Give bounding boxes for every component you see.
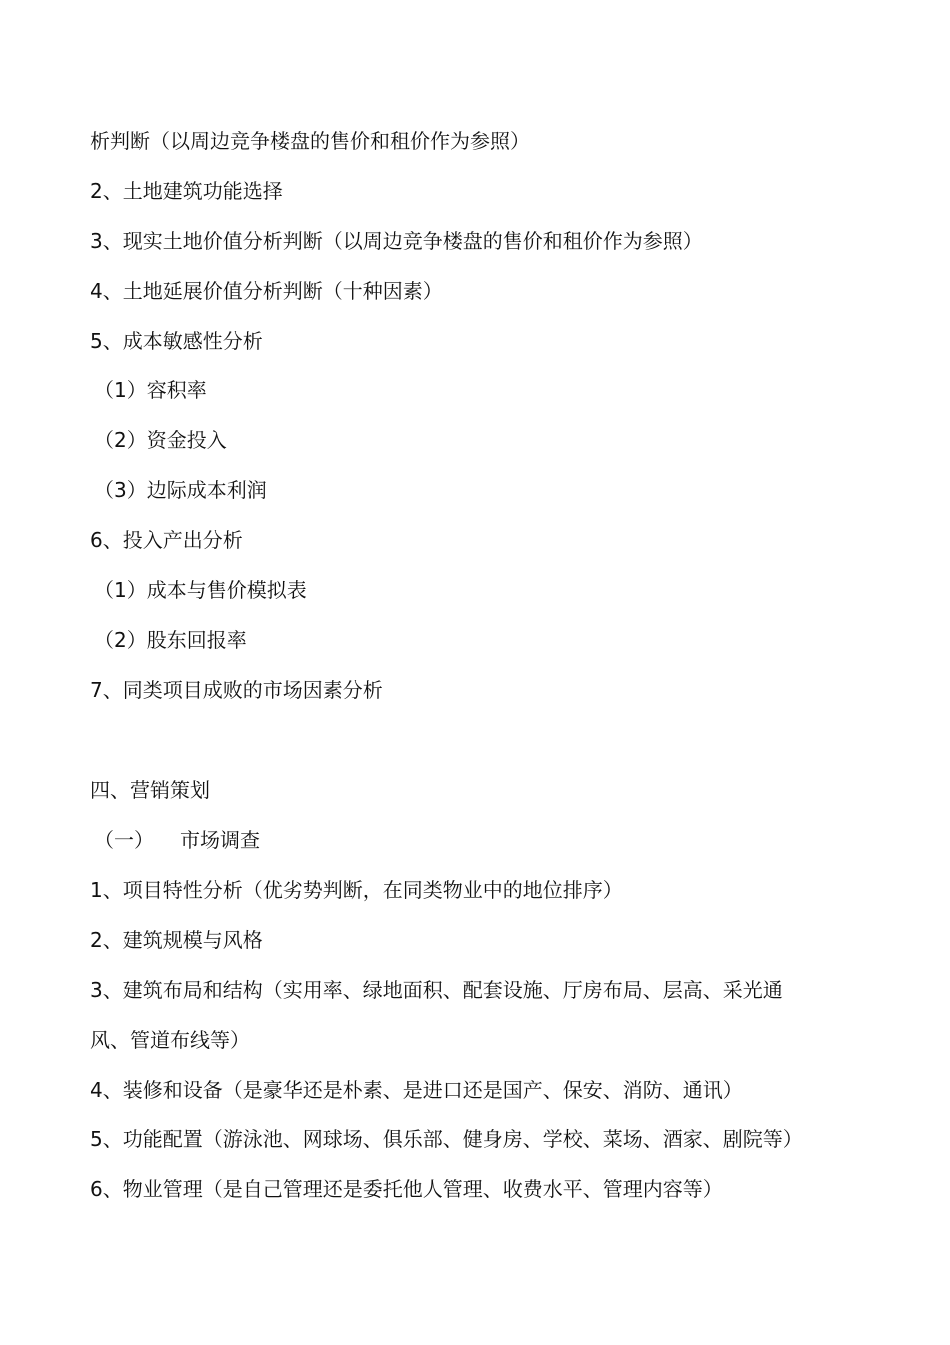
list-item-input-output: 6、投入产出分析 xyxy=(90,528,243,552)
list-item-land-value: 3、现实土地价值分析判断（以周边竞争楼盘的售价和租价作为参照） xyxy=(90,229,703,253)
list-item-land-function: 2、土地建筑功能选择 xyxy=(90,179,283,203)
list-item-decoration: 4、装修和设备（是豪华还是朴素、是进口还是国产、保安、消防、通讯） xyxy=(90,1078,743,1102)
section-heading-marketing: 四、营销策划 xyxy=(90,778,210,802)
subsection-number: （一） xyxy=(94,828,154,852)
sub-item-capital: （2）资金投入 xyxy=(94,428,227,452)
list-item-property-management: 6、物业管理（是自己管理还是委托他人管理、收费水平、管理内容等） xyxy=(90,1177,723,1201)
text-line-continuation: 析判断（以周边竞争楼盘的售价和租价作为参照） xyxy=(90,129,530,153)
list-item-facilities: 5、功能配置（游泳池、网球场、俱乐部、健身房、学校、菜场、酒家、剧院等） xyxy=(90,1127,803,1151)
sub-item-marginal-profit: （3）边际成本利润 xyxy=(94,478,267,502)
list-item-cost-sensitivity: 5、成本敏感性分析 xyxy=(90,329,263,353)
list-item-building-layout: 3、建筑布局和结构（实用率、绿地面积、配套设施、厅房布局、层高、采光通 xyxy=(90,978,783,1002)
list-item-project-features: 1、项目特性分析（优劣势判断，在同类物业中的地位排序） xyxy=(90,878,623,902)
list-item-land-extension: 4、土地延展价值分析判断（十种因素） xyxy=(90,279,443,303)
list-item-building-scale: 2、建筑规模与风格 xyxy=(90,928,263,952)
subsection-title: 市场调查 xyxy=(180,828,260,852)
sub-item-shareholder-return: （2）股东回报率 xyxy=(94,628,247,652)
subsection-heading-market-survey xyxy=(94,827,260,853)
list-item-market-factors: 7、同类项目成败的市场因素分析 xyxy=(90,678,383,702)
sub-item-cost-price-table: （1）成本与售价模拟表 xyxy=(94,578,307,602)
sub-item-plot-ratio: （1）容积率 xyxy=(94,378,207,402)
list-item-building-layout-continued: 风、管道布线等） xyxy=(90,1028,250,1052)
